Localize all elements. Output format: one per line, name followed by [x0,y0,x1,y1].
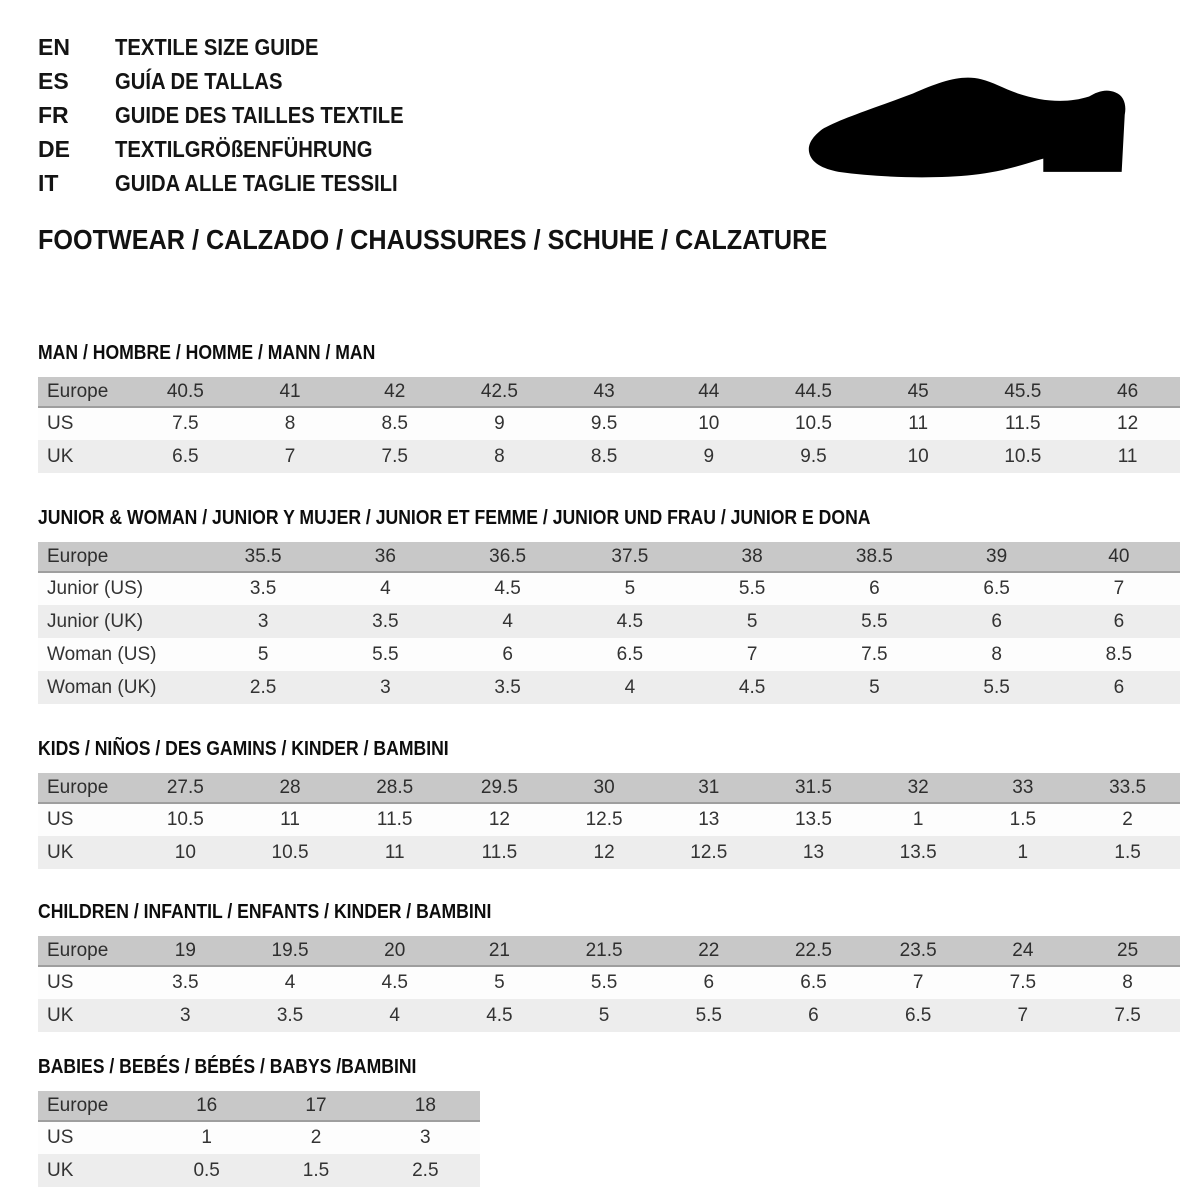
size-value-cell: 13 [698,809,720,830]
size-value-cell: 10.5 [166,809,204,830]
size-value-cell: 8 [494,445,505,467]
size-value-cell: 3.5 [372,610,399,632]
size-value-cell: 3 [420,1127,431,1148]
language-code: EN [38,34,70,60]
size-value-cell: 10 [907,445,929,467]
size-value-cell: 33 [1012,776,1034,798]
row-label-cell: Europe [47,939,109,961]
language-code: IT [38,170,59,196]
size-value-cell: 4 [389,1004,400,1026]
table-row [38,836,1180,869]
language-title: GUIDE DES TAILLES TEXTILE [115,102,404,128]
size-value-cell: 5.5 [861,610,888,632]
size-value-cell: 11 [1117,445,1138,467]
language-row-en [38,30,1180,64]
size-value-cell: 30 [593,776,615,798]
size-value-cell: 18 [414,1094,436,1116]
row-label-cell: Junior (UK) [47,610,144,632]
table-header-row [38,936,1180,966]
size-value-cell: 45 [907,380,929,402]
size-value-cell: 6.5 [616,643,644,665]
table-row [38,440,1180,473]
size-value-cell: 46 [1117,380,1139,402]
size-table-man [38,377,1180,473]
size-value-cell: 8.5 [590,445,618,467]
size-value-cell: 7 [1017,1004,1029,1026]
table-row [38,638,1180,671]
language-title: TEXTILE SIZE GUIDE [115,34,319,60]
size-value-cell: 5.5 [372,643,399,665]
size-value-cell: 21.5 [585,939,623,961]
size-value-cell: 4 [380,578,391,599]
size-value-cell: 40 [1108,545,1130,567]
table-header-row [38,1091,480,1121]
size-value-cell: 3 [257,610,269,632]
row-label-cell: Europe [47,776,109,798]
size-value-cell: 38.5 [855,545,893,567]
size-value-cell: 3 [380,676,391,698]
size-value-cell: 9 [703,445,715,467]
size-value-cell: 33.5 [1109,776,1147,798]
shoe-icon [800,60,1140,186]
size-value-cell: 5.5 [983,676,1010,698]
size-value-cell: 5.5 [695,1004,722,1026]
size-value-cell: 12 [593,841,615,863]
size-value-cell: 4.5 [486,1004,513,1026]
size-value-cell: 23.5 [899,939,937,961]
section-title: KIDS / NIÑOS / DES GAMINS / KINDER / BAMBINI [38,738,449,760]
size-value-cell: 10.5 [271,841,309,863]
size-value-cell: 12.5 [690,841,728,863]
size-value-cell: 19 [174,939,196,961]
size-value-cell: 19.5 [271,939,309,961]
language-code: ES [38,68,69,94]
size-value-cell: 40.5 [166,380,204,402]
size-value-cell: 8 [1122,972,1133,993]
size-value-cell: 11 [384,841,405,863]
size-value-cell: 5.5 [738,578,766,599]
size-value-cell: 2.5 [249,676,277,698]
size-value-cell: 6.5 [172,445,199,467]
size-table-babies [38,1091,480,1187]
size-value-cell: 7 [912,972,924,993]
size-value-cell: 6.5 [983,578,1010,599]
table-row [38,605,1180,638]
size-table-junior-woman [38,542,1180,704]
size-value-cell: 9.5 [800,445,827,467]
size-value-cell: 27.5 [166,776,204,798]
size-value-cell: 7.5 [1009,972,1037,993]
section-title: BABIES / BEBÉS / BÉBÉS / BABYS /BAMBINI [38,1056,417,1078]
section-kids [38,738,1180,869]
size-value-cell: 7 [284,445,296,467]
size-value-cell: 10 [174,841,196,863]
size-value-cell: 1 [912,809,924,830]
size-value-cell: 1.5 [1114,841,1141,863]
size-value-cell: 38 [741,545,763,567]
size-value-cell: 2.5 [412,1159,439,1181]
size-value-cell: 42.5 [480,380,518,402]
section-title: JUNIOR & WOMAN / JUNIOR Y MUJER / JUNIOR ET FEMME / JUNIOR UND FRAU / JUNIOR E DONA [38,507,871,529]
size-value-cell: 11 [280,809,300,830]
table-row [38,407,1180,440]
size-value-cell: 7.5 [381,445,408,467]
size-value-cell: 0.5 [193,1159,220,1181]
size-value-cell: 10.5 [1004,445,1042,467]
section-man [38,342,1180,473]
size-value-cell: 7.5 [172,413,199,434]
size-value-cell: 12 [1117,413,1139,434]
size-value-cell: 22.5 [794,939,832,961]
row-label-cell: Europe [47,380,109,402]
size-value-cell: 17 [305,1094,327,1116]
size-value-cell: 29.5 [480,776,518,798]
table-row [38,966,1180,999]
size-value-cell: 24 [1012,939,1034,961]
language-title: TEXTILGRÖßENFÜHRUNG [115,136,373,162]
table-header-row [38,773,1180,803]
size-value-cell: 8 [991,643,1002,665]
section-children [38,901,1180,1032]
size-value-cell: 7 [1113,578,1125,599]
size-value-cell: 1.5 [302,1159,330,1181]
size-value-cell: 4.5 [494,578,521,599]
size-value-cell: 11 [908,413,929,434]
section-title: MAN / HOMBRE / HOMME / MANN / MAN [38,342,376,364]
row-label-cell: UK [47,1004,74,1026]
size-value-cell: 5 [598,1004,610,1026]
size-table-children [38,936,1180,1032]
size-value-cell: 7.5 [1114,1004,1141,1026]
size-value-cell: 2 [1122,809,1133,830]
size-value-cell: 20 [384,939,406,961]
size-value-cell: 13.5 [794,809,832,830]
size-value-cell: 5 [494,972,505,993]
size-value-cell: 42 [384,380,406,402]
row-label-cell: US [47,809,74,830]
size-value-cell: 22 [698,939,720,961]
size-value-cell: 8 [284,413,296,434]
size-value-cell: 37.5 [611,545,649,567]
size-value-cell: 31.5 [794,776,832,798]
size-value-cell: 44.5 [794,380,832,402]
size-value-cell: 13.5 [899,841,937,863]
size-value-cell: 9.5 [590,413,618,434]
table-row [38,1154,480,1187]
size-value-cell: 10.5 [794,413,832,434]
size-value-cell: 3.5 [172,972,199,993]
size-value-cell: 45.5 [1004,380,1042,402]
size-value-cell: 13 [802,841,825,863]
size-value-cell: 12 [488,809,510,830]
table-row [38,671,1180,704]
size-value-cell: 10 [698,413,720,434]
size-value-cell: 1.5 [1009,809,1037,830]
size-value-cell: 8.5 [381,413,408,434]
size-value-cell: 32 [907,776,929,798]
row-label-cell: UK [47,445,74,467]
size-value-cell: 3.5 [249,578,277,599]
size-value-cell: 6 [869,578,880,599]
row-label-cell: Europe [47,1094,109,1116]
category-heading [38,224,1180,256]
row-label-cell: UK [47,1159,74,1181]
row-label-cell: Woman (UK) [47,676,157,698]
size-value-cell: 21 [488,939,510,961]
section-babies [38,1056,1180,1187]
row-label-cell: US [47,413,74,434]
row-label-cell: Europe [47,545,109,567]
size-value-cell: 9 [494,413,505,434]
size-value-cell: 7.5 [861,643,888,665]
size-value-cell: 3.5 [494,676,521,698]
row-label-cell: UK [47,841,74,863]
size-value-cell: 4 [624,676,636,698]
size-value-cell: 6.5 [904,1004,932,1026]
table-row [38,803,1180,836]
size-value-cell: 35.5 [244,545,282,567]
language-code: FR [38,102,69,128]
table-row [38,572,1180,605]
size-table-kids [38,773,1180,869]
size-value-cell: 2 [310,1127,322,1148]
size-value-cell: 25 [1117,939,1139,961]
size-value-cell: 6 [808,1004,819,1026]
size-value-cell: 31 [698,776,720,798]
language-title: GUÍA DE TALLAS [115,68,283,94]
size-value-cell: 7 [746,643,758,665]
size-value-cell: 41 [279,380,301,402]
size-value-cell: 4 [284,972,296,993]
row-label-cell: US [47,972,74,993]
row-label-cell: Junior (US) [47,578,144,599]
size-value-cell: 36 [374,545,396,567]
size-value-cell: 6.5 [800,972,827,993]
size-value-cell: 6 [502,643,513,665]
size-value-cell: 5 [869,676,880,698]
category-heading-text: FOOTWEAR / CALZADO / CHAUSSURES / SCHUHE / CALZATURE [38,224,828,255]
size-value-cell: 4.5 [381,972,408,993]
size-value-cell: 4.5 [616,610,644,632]
size-value-cell: 36.5 [489,545,527,567]
size-value-cell: 11.5 [1005,413,1041,434]
size-value-cell: 12.5 [585,809,623,830]
size-value-cell: 5 [746,610,758,632]
size-value-cell: 11.5 [376,809,413,830]
size-value-cell: 4 [502,610,513,632]
size-value-cell: 5 [257,643,269,665]
language-code: DE [38,136,70,162]
table-header-row [38,377,1180,407]
size-value-cell: 6 [1113,610,1125,632]
size-value-cell: 11.5 [481,841,518,863]
size-value-cell: 44 [698,380,720,402]
size-value-cell: 28 [279,776,301,798]
size-value-cell: 39 [986,545,1008,567]
size-value-cell: 5 [624,578,636,599]
row-label-cell: US [47,1127,74,1148]
language-title: GUIDA ALLE TAGLIE TESSILI [115,170,398,196]
size-value-cell: 1 [201,1127,212,1148]
size-value-cell: 8.5 [1105,643,1133,665]
size-value-cell: 43 [593,380,615,402]
size-value-cell: 3 [180,1004,191,1026]
section-junior-woman [38,507,1180,704]
size-value-cell: 28.5 [376,776,414,798]
size-value-cell: 6 [703,972,715,993]
section-title: CHILDREN / INFANTIL / ENFANTS / KINDER / BAMBINI [38,901,492,923]
size-value-cell: 3.5 [276,1004,304,1026]
size-value-cell: 6 [991,610,1002,632]
size-value-cell: 4.5 [738,676,766,698]
table-row [38,1121,480,1154]
size-value-cell: 5.5 [590,972,618,993]
row-label-cell: Woman (US) [47,643,157,665]
table-header-row [38,542,1180,572]
table-row [38,999,1180,1032]
size-value-cell: 1 [1017,841,1029,863]
size-value-cell: 16 [196,1094,218,1116]
size-value-cell: 6 [1113,676,1125,698]
